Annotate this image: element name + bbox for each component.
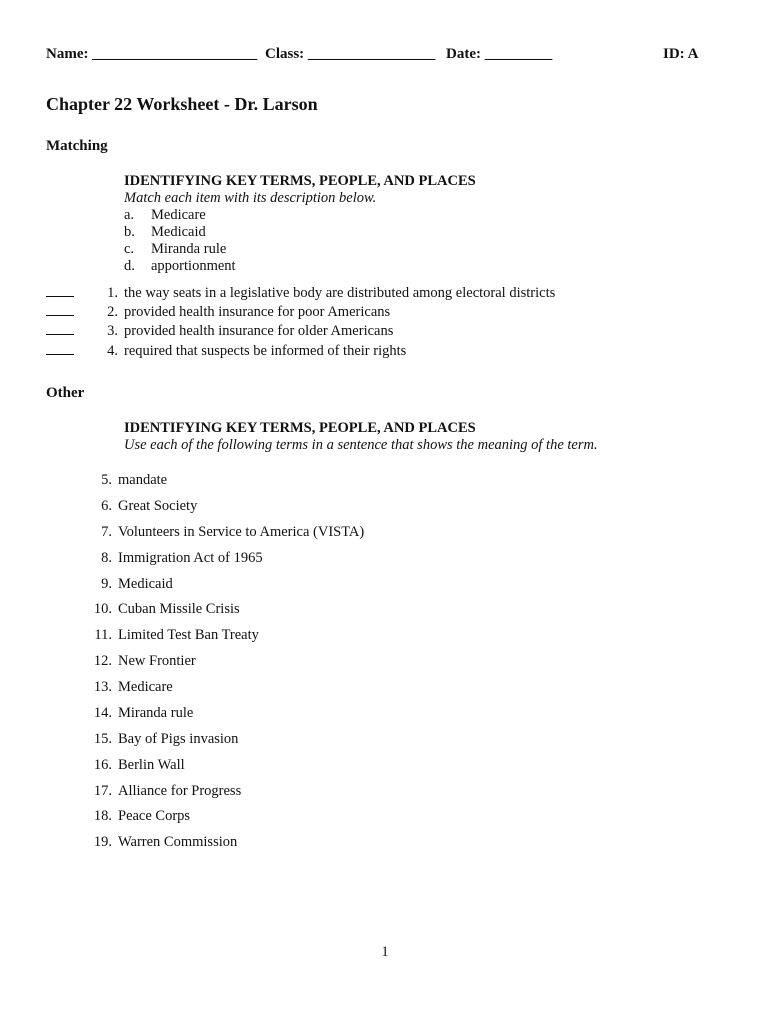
option-a [124,207,206,224]
term-text: Peace Corps [118,808,191,824]
date-field-label: Date: _________ [446,46,553,62]
item-number: 3. [107,323,118,339]
item-number: 1. [107,285,118,301]
page-number: 1 [381,944,389,960]
item-number: 16. [93,757,112,773]
term-item [80,550,263,567]
term-text: Miranda rule [118,705,194,721]
term-text: New Frontier [118,653,196,669]
term-item [80,808,190,825]
matching-item [46,343,406,360]
id-label: ID: A [663,46,699,62]
answer-blank[interactable] [46,285,74,297]
matching-section-label: Matching [46,138,108,154]
name-field-label: Name: ______________________ [46,46,258,62]
matching-item [46,285,555,302]
item-number: 19. [93,834,112,850]
item-text: the way seats in a legislative body are distributed among electoral districts [124,285,556,301]
class-field-label: Class: _________________ [265,46,436,62]
other-heading: IDENTIFYING KEY TERMS, PEOPLE, AND PLACES [124,420,476,436]
term-item [80,576,173,593]
term-item [80,524,364,541]
item-number: 18. [93,808,112,824]
term-item [80,705,193,722]
item-number: 5. [101,472,112,488]
item-text: required that suspects be informed of their rights [124,343,407,359]
item-text: provided health insurance for older Americans [124,323,394,339]
answer-blank[interactable] [46,323,74,335]
term-item [80,627,259,644]
answer-blank[interactable] [46,304,74,316]
term-text: Volunteers in Service to America (VISTA) [118,524,365,540]
item-number: 9. [101,576,112,592]
term-text: Limited Test Ban Treaty [118,627,259,643]
option-letter: d. [124,258,135,274]
term-item [80,498,197,515]
term-text: Bay of Pigs invasion [118,731,239,747]
term-item [80,757,185,774]
option-letter: b. [124,224,135,240]
other-instruction: Use each of the following terms in a sentence that shows the meaning of the term. [124,437,598,453]
item-text: provided health insurance for poor Americans [124,304,391,320]
option-letter: c. [124,241,135,257]
option-text: Medicare [151,207,206,223]
option-text: Miranda rule [151,241,227,257]
option-c [124,241,226,258]
item-number: 6. [101,498,112,514]
item-number: 17. [93,783,112,799]
item-number: 11. [94,627,112,643]
term-text: Immigration Act of 1965 [118,550,263,566]
matching-instruction: Match each item with its description below. [124,190,377,206]
term-text: Alliance for Progress [118,783,242,799]
term-item [80,783,241,800]
item-number: 14. [93,705,112,721]
matching-item [46,304,390,321]
item-number: 4. [107,343,118,359]
option-text: Medicaid [151,224,206,240]
term-item [80,653,196,670]
term-text: Medicare [118,679,173,695]
option-letter: a. [124,207,135,223]
term-item [80,834,237,851]
term-item [80,601,240,618]
term-text: Medicaid [118,576,173,592]
item-number: 13. [93,679,112,695]
item-number: 2. [107,304,118,320]
term-text: Warren Commission [118,834,238,850]
option-d [124,258,236,275]
term-text: mandate [118,472,168,488]
matching-item [46,323,393,340]
term-text: Berlin Wall [118,757,185,773]
matching-heading: IDENTIFYING KEY TERMS, PEOPLE, AND PLACES [124,173,476,189]
item-number: 8. [101,550,112,566]
item-number: 12. [93,653,112,669]
option-text: apportionment [151,258,236,274]
term-text: Great Society [118,498,198,514]
item-number: 10. [93,601,112,617]
item-number: 15. [93,731,112,747]
page-title: Chapter 22 Worksheet - Dr. Larson [46,94,318,114]
answer-blank[interactable] [46,343,74,355]
term-item [80,731,238,748]
option-b [124,224,206,241]
term-item [80,472,167,489]
other-section-label: Other [46,385,85,401]
item-number: 7. [101,524,112,540]
term-text: Cuban Missile Crisis [118,601,240,617]
term-item [80,679,173,696]
